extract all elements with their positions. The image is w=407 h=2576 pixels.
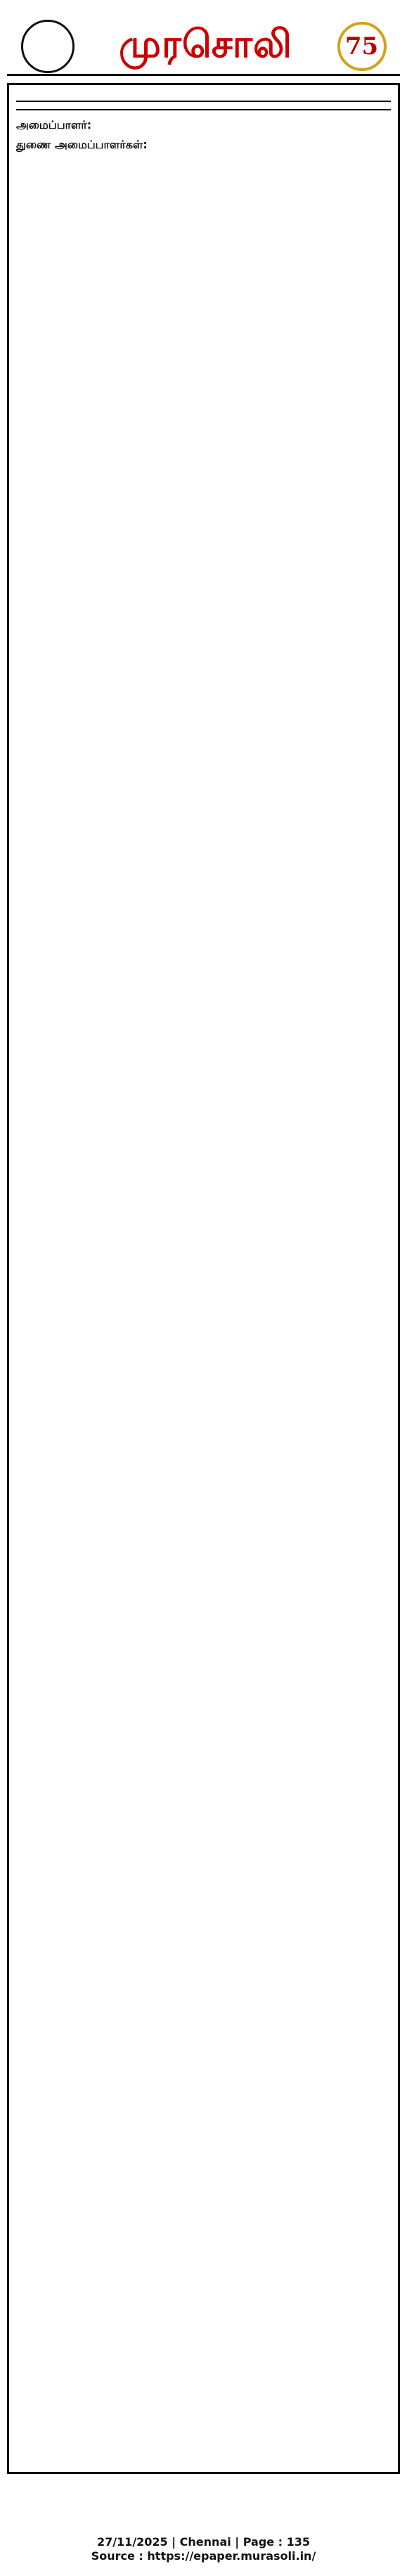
notice-section xyxy=(16,109,391,152)
anniversary-number: 75 xyxy=(344,32,379,60)
masthead xyxy=(7,0,400,76)
footer-source xyxy=(0,2549,407,2563)
anniversary-badge xyxy=(337,22,387,71)
emblem-icon xyxy=(21,20,75,73)
paragraph-label: துணை அமைப்பாளர்கள்: xyxy=(16,137,148,151)
notice-paragraph xyxy=(16,117,391,133)
paragraph-label: அமைப்பாளர்: xyxy=(16,118,92,132)
page-footer xyxy=(0,2535,407,2563)
notice-paragraph xyxy=(16,137,391,153)
notice-sections xyxy=(16,109,391,152)
footer-date-city-page: 27/11/2025 | Chennai | Page : 135 xyxy=(96,2535,311,2549)
section-divider xyxy=(16,109,391,110)
masthead-logo-row xyxy=(21,19,387,74)
notice-box xyxy=(7,83,400,2474)
newspaper-title: முரசொலி xyxy=(119,21,292,66)
notice-top-heading xyxy=(16,95,391,102)
footer-source-label: Source : xyxy=(91,2549,143,2563)
footer-source-link[interactable]: https://epaper.murasoli.in/ xyxy=(147,2549,316,2563)
